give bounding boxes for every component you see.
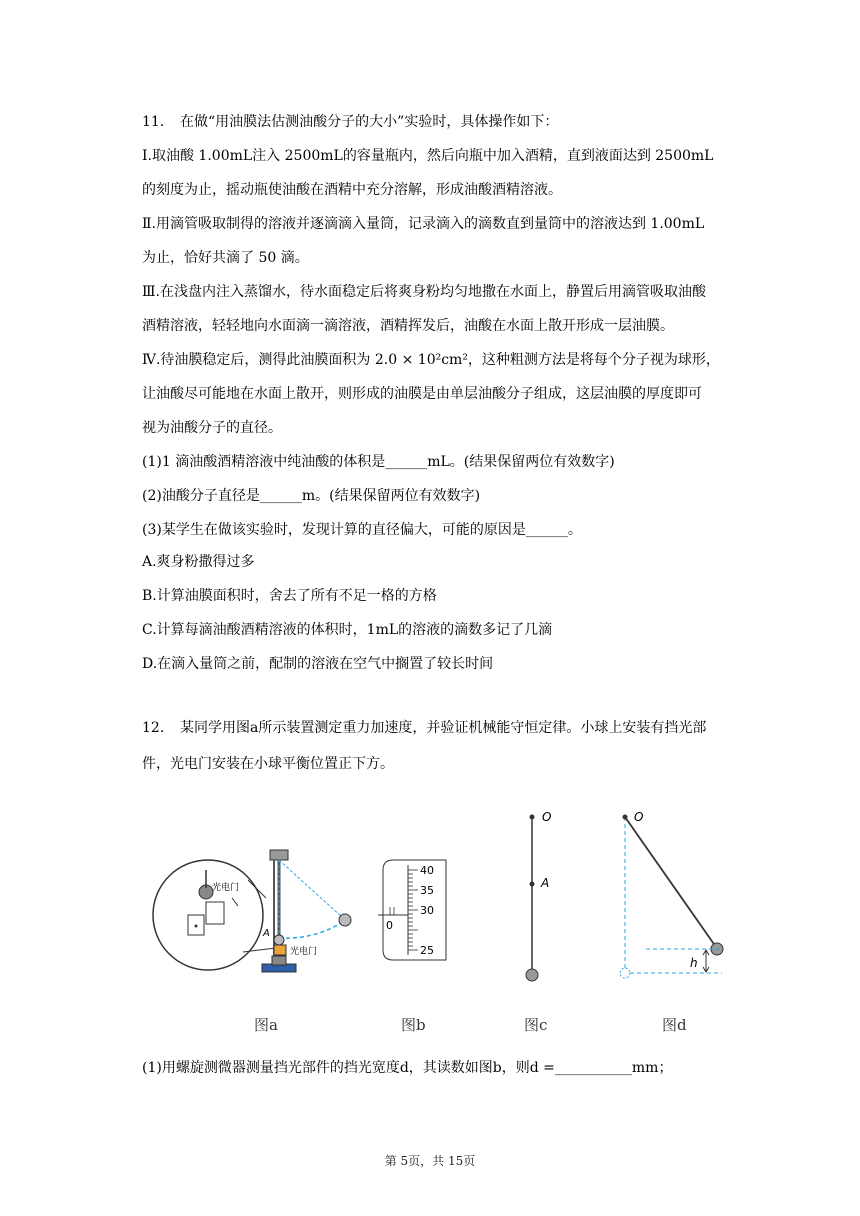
caption-d: 图d xyxy=(662,1016,687,1034)
gate-label: 光电门 xyxy=(290,947,318,957)
q11-line: Ⅱ.用滴管吸取制得的溶液并逐滴滴入量筒，记录滴入的滴数直到量筒中的溶液达到 1.00mL xyxy=(142,216,705,232)
q11-line: 视为油酸分子的直径。 xyxy=(142,420,282,436)
caption-b: 图b xyxy=(401,1016,426,1034)
q11-line: 让油酸尽可能地在水面上散开，则形成的油膜是由单层油酸分子组成，这层油膜的厚度即可 xyxy=(142,386,702,402)
q12-line: 某同学用图a所示装置测定重力加速度，并验证机械能守恒定律。小球上安装有挡光部 xyxy=(180,720,707,736)
caption-a: 图a xyxy=(254,1016,278,1034)
figure-a xyxy=(148,840,368,980)
q11-line: Ⅳ.待油膜稳定后，测得此油膜面积为 2.0 × 10²cm²，这种粗测方法是将每个分子视为球形， xyxy=(142,352,720,368)
figure-d xyxy=(610,805,730,985)
q11-line: 为止，恰好共滴了 50 滴。 xyxy=(142,250,309,266)
point-a-label: A xyxy=(263,928,270,939)
figure-c xyxy=(515,805,575,990)
q11-subquestion-3: (3)某学生在做该实验时，发现计算的直径偏大，可能的原因是______。 xyxy=(142,522,582,538)
tick-30: 30 xyxy=(420,904,434,917)
page-footer: 第 5页，共 15页 xyxy=(384,1154,476,1168)
point-o-label: O xyxy=(634,810,644,824)
q11-option-a: A.爽身粉撒得过多 xyxy=(142,554,255,570)
tick-25: 25 xyxy=(420,944,434,957)
point-a-label: A xyxy=(541,876,550,890)
q11-subquestion-1: (1)1 滴油酸酒精溶液中纯油酸的体积是______mL。(结果保留两位有效数字) xyxy=(142,454,615,470)
q11-line: Ⅲ.在浅盘内注入蒸馏水，待水面稳定后将爽身粉均匀地撒在水面上，静置后用滴管吸取油酸 xyxy=(142,284,706,300)
figure-b xyxy=(378,855,448,965)
q11-line: 的刻度为止，摇动瓶使油酸在酒精中充分溶解，形成油酸酒精溶液。 xyxy=(142,182,562,198)
q12-line: 件，光电门安装在小球平衡位置正下方。 xyxy=(142,756,394,772)
q11-number: 11. xyxy=(142,114,165,130)
q11-intro: 在做“用油膜法估测油酸分子的大小”实验时，具体操作如下： xyxy=(180,114,559,130)
q11-option-b: B.计算油膜面积时，舍去了所有不足一格的方格 xyxy=(142,588,437,604)
tick-40: 40 xyxy=(420,864,434,877)
height-h-label: h xyxy=(690,956,698,970)
q11-option-c: C.计算每滴油酸酒精溶液的体积时，1mL的溶液的滴数多记了几滴 xyxy=(142,622,553,638)
tick-0: 0 xyxy=(386,919,393,932)
q11-option-d: D.在滴入量筒之前，配制的溶液在空气中搁置了较长时间 xyxy=(142,656,494,672)
q11-subquestion-2: (2)油酸分子直径是______m。(结果保留两位有效数字) xyxy=(142,488,481,504)
q11-line: 酒精溶液，轻轻地向水面滴一滴溶液，酒精挥发后，油酸在水面上散开形成一层油膜。 xyxy=(142,318,674,334)
tick-35: 35 xyxy=(420,884,434,897)
q11-line: Ⅰ.取油酸 1.00mL注入 2500mL的容量瓶内，然后向瓶中加入酒精，直到液面达到 2500mL xyxy=(142,148,714,164)
gate-label-inset: 光电门 xyxy=(212,883,240,893)
caption-c: 图c xyxy=(524,1016,548,1034)
q12-number: 12. xyxy=(142,720,165,736)
point-o-label: O xyxy=(542,810,552,824)
q12-subquestion-1: (1)用螺旋测微器测量挡光部件的挡光宽度d，其读数如图b，则d =___________mm； xyxy=(142,1060,673,1076)
